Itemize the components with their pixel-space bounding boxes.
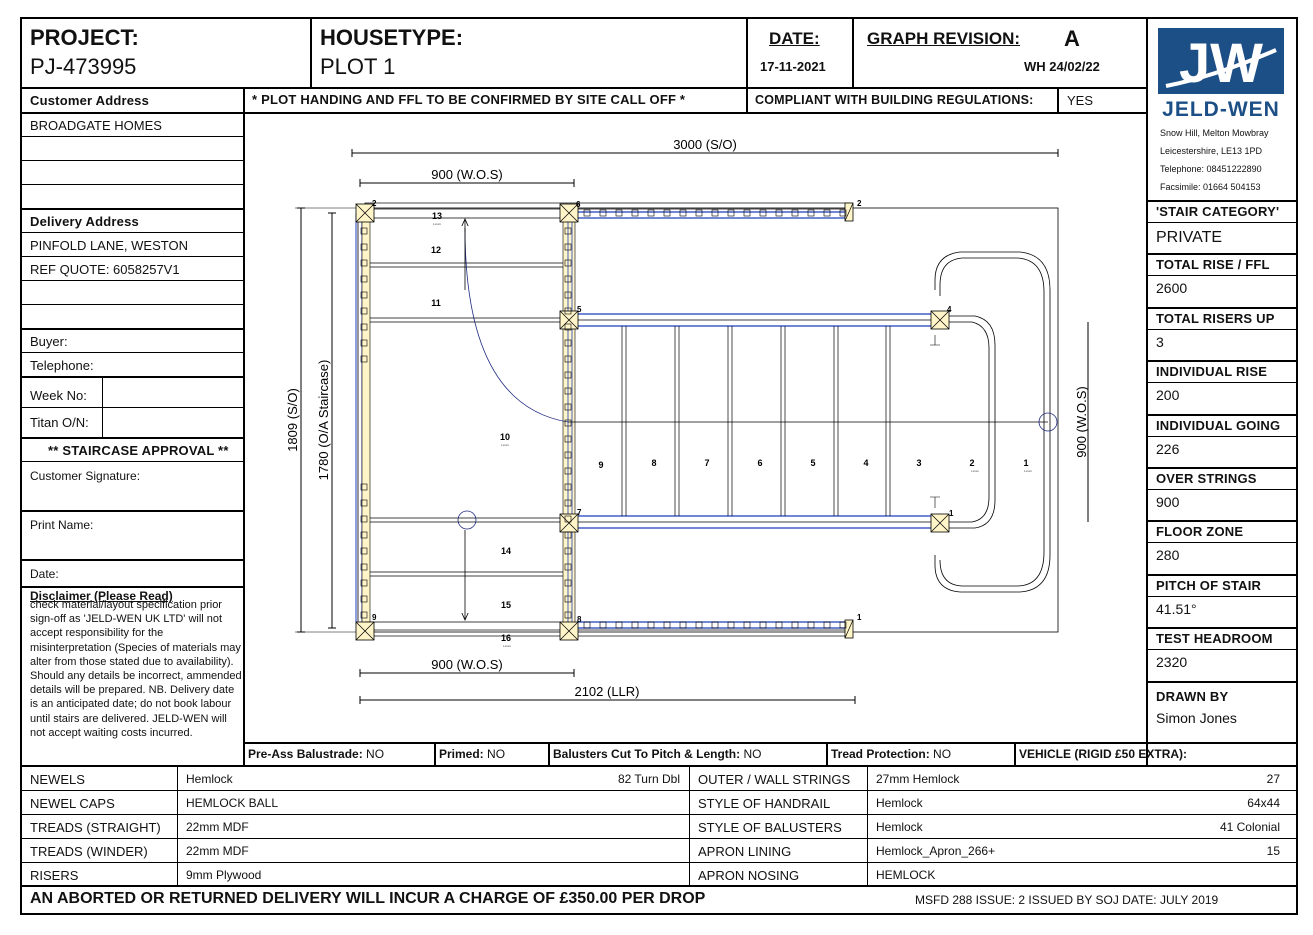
material-value: Hemlock	[876, 820, 923, 834]
baluster	[712, 210, 718, 216]
material-label: OUTER / WALL STRINGS	[698, 772, 851, 787]
material-value: 22mm MDF	[186, 844, 249, 858]
spec-row-line	[1147, 627, 1298, 629]
baluster	[792, 210, 798, 216]
jeld-wen-logo-mark	[1156, 26, 1286, 122]
tread-number: 4	[863, 458, 869, 468]
dim-left-so: 1809 (S/O)	[285, 388, 300, 452]
spec-mid-line	[1147, 382, 1298, 383]
baluster	[776, 622, 782, 628]
telephone-label: Telephone:	[30, 358, 94, 373]
material-label: NEWEL CAPS	[30, 796, 115, 811]
header-divider	[852, 18, 854, 88]
dim-top-overall: 3000 (S/O)	[673, 137, 737, 152]
baluster	[680, 622, 686, 628]
customer-signature-label: Customer Signature:	[30, 469, 141, 483]
spec-row-line	[1147, 520, 1298, 522]
spec-value: 2320	[1156, 654, 1188, 670]
staircase-plan-drawing	[245, 113, 1145, 742]
baluster	[760, 622, 766, 628]
logo-divider	[1146, 18, 1148, 765]
baluster	[584, 210, 590, 216]
compliance-label: COMPLIANT WITH BUILDING REGULATIONS:	[755, 93, 1034, 107]
options-top-line	[244, 742, 1298, 744]
tread-number: 6	[757, 458, 763, 468]
tread-note: Lxxxx	[1024, 469, 1032, 473]
material-value: 22mm MDF	[186, 820, 249, 834]
newel-number: 1	[857, 613, 862, 622]
tread-number: 13	[431, 211, 443, 221]
bottom-handrail	[365, 622, 850, 636]
dim-right-wos: 900 (W.O.S)	[1074, 386, 1089, 458]
balusters	[361, 210, 846, 628]
spec-row-line	[1147, 200, 1298, 202]
baluster	[824, 622, 830, 628]
baluster	[680, 210, 686, 216]
baluster	[744, 210, 750, 216]
material-extra: 64x44	[1247, 796, 1280, 810]
spec-label: 'STAIR CATEGORY'	[1156, 204, 1280, 219]
spec-row-line	[1147, 360, 1298, 362]
tread-number: 3	[916, 458, 922, 468]
jeld-wen-logo	[1156, 26, 1286, 122]
spec-mid-line	[1147, 329, 1298, 330]
baluster	[776, 210, 782, 216]
spec-value: 41.51°	[1156, 601, 1197, 617]
material-label: APRON LINING	[698, 844, 792, 859]
date-field-label: Date:	[30, 567, 59, 581]
spec-value: 2600	[1156, 280, 1188, 296]
spec-value: PRIVATE	[1156, 229, 1223, 246]
tread-number: 7	[704, 458, 710, 468]
option-balusters-cut: Balusters Cut To Pitch & Length: NO	[553, 747, 762, 761]
print-name-label: Print Name:	[30, 518, 94, 532]
disclaimer-title: Disclaimer (Please Read)	[30, 589, 173, 603]
material-label: NEWELS	[30, 772, 85, 787]
material-extra: 41 Colonial	[1219, 820, 1280, 834]
newel-number: 5	[577, 305, 582, 314]
baluster	[808, 210, 814, 216]
materials-row-line	[21, 862, 1298, 863]
housetype-label: HOUSETYPE:	[320, 25, 464, 50]
spec-value: 226	[1156, 441, 1180, 457]
newel-number: 2	[857, 199, 862, 208]
option-primed: Primed: NO	[439, 747, 506, 761]
material-label: RISERS	[30, 868, 79, 883]
spec-label: PITCH OF STAIR	[1156, 578, 1262, 593]
tread-number: 11	[431, 298, 441, 308]
newel-number: 9	[372, 613, 377, 622]
spec-mid-line	[1147, 275, 1298, 276]
baluster	[808, 622, 814, 628]
spec-mid-line	[1147, 489, 1298, 490]
tread-notes	[430, 222, 1032, 648]
materials-row-line	[21, 790, 1298, 791]
material-extra: 27	[1266, 772, 1280, 786]
tread-number: 10	[499, 432, 511, 442]
date-value: 17-11-2021	[760, 59, 826, 74]
baluster	[664, 210, 670, 216]
baluster	[728, 622, 734, 628]
tread-note: Lxxxx	[501, 443, 509, 447]
spec-label: INDIVIDUAL GOING	[1156, 418, 1281, 433]
spec-label: FLOOR ZONE	[1156, 524, 1244, 539]
spec-row-line	[1147, 414, 1298, 416]
walkline-start	[458, 511, 476, 529]
graph-revision-value: A	[1064, 26, 1080, 51]
materials-top-line	[21, 765, 1298, 767]
newel-number: 8	[577, 615, 582, 624]
option-pre-ass-balustrade: Pre-Ass Balustrade: NO	[248, 747, 385, 761]
material-label: TREADS (WINDER)	[30, 844, 148, 859]
customer-address-line-1: BROADGATE HOMES	[30, 118, 162, 133]
baluster	[600, 210, 606, 216]
header-bottom-line	[21, 87, 1148, 89]
plot-handing-note: * PLOT HANDING AND FFL TO BE CONFIRMED BY SITE CALL OFF *	[252, 92, 686, 107]
aborted-delivery-warning: AN ABORTED OR RETURNED DELIVERY WILL INCUR A CHARGE OF £350.00 PER DROP	[30, 890, 706, 907]
spec-mid-line	[1147, 596, 1298, 597]
baluster	[664, 622, 670, 628]
material-label: STYLE OF BALUSTERS	[698, 820, 842, 835]
baluster	[824, 210, 830, 216]
dimension-lines	[295, 153, 1088, 700]
material-value: Hemlock	[186, 772, 233, 786]
dim-top-left: 900 (W.O.S)	[431, 167, 503, 182]
tread-number: 2	[969, 458, 975, 468]
spec-mid-line	[1147, 649, 1298, 650]
delivery-address-line-1: PINFOLD LANE, WESTON	[30, 238, 188, 253]
disclaimer-text: check material/layout specification prior sign-off as 'JELD-WEN UK LTD' will not accept responsibility for the misinterpretation (Species of materials may alter from those stated due to availability). Should any details be incorrect, ammended details will be prepared. NB. Delivery date is an anticipated date; do not book labour until stairs are delivered. JELD-WEN will not accept waiting costs incurred.	[30, 599, 242, 739]
logo-brand: JELD-WEN	[1162, 98, 1280, 121]
date-label: DATE:	[769, 29, 820, 48]
baluster	[696, 210, 702, 216]
spec-label: TOTAL RISE / FFL	[1156, 257, 1270, 272]
tread-number: 15	[500, 600, 512, 610]
spec-label: OVER STRINGS	[1156, 471, 1257, 486]
tread-numbers	[431, 211, 1029, 643]
spec-mid-line	[1147, 542, 1298, 543]
logo-address-line: Telephone: 08451222890	[1160, 164, 1262, 174]
material-extra: 82 Turn Dbl	[617, 772, 680, 786]
walkline-arc	[465, 228, 568, 422]
newel-number: 4	[947, 305, 952, 314]
baluster	[792, 622, 798, 628]
spec-label: TOTAL RISERS UP	[1156, 311, 1275, 326]
material-label: STYLE OF HANDRAIL	[698, 796, 831, 811]
tread-number: 1	[1023, 458, 1029, 468]
revision-note: WH 24/02/22	[1024, 59, 1100, 74]
spec-row-line	[1147, 574, 1298, 576]
baluster	[648, 622, 654, 628]
banner-divider	[1057, 88, 1059, 113]
customer-address-label: Customer Address	[30, 93, 150, 108]
dim-bottom-left: 900 (W.O.S)	[431, 657, 503, 672]
compliance-value: YES	[1067, 93, 1094, 108]
spec-label: TEST HEADROOM	[1156, 631, 1273, 646]
baluster	[584, 622, 590, 628]
spec-mid-line	[1147, 222, 1298, 223]
spec-value: 900	[1156, 494, 1180, 510]
spec-value: 200	[1156, 387, 1180, 403]
newel-number: 6	[576, 200, 581, 209]
header-divider	[310, 18, 312, 88]
spec-row-line	[1147, 681, 1298, 683]
spec-row-line	[1147, 467, 1298, 469]
option-tread-protection: Tread Protection: NO	[831, 747, 952, 761]
dim-left-oa: 1780 (O/A Staircase)	[316, 359, 331, 481]
spec-label: INDIVIDUAL RISE	[1156, 364, 1268, 379]
left-strings	[356, 214, 575, 624]
week-no-label: Week No:	[30, 388, 87, 403]
baluster	[696, 622, 702, 628]
spec-row-line	[1147, 307, 1298, 309]
materials-row-line	[21, 838, 1298, 839]
baluster	[616, 622, 622, 628]
logo-letters: JW	[1179, 31, 1263, 94]
footer-top-line	[21, 885, 1298, 887]
spec-mid-line	[1147, 436, 1298, 437]
tread-number: 16	[500, 633, 512, 643]
delivery-address-label: Delivery Address	[30, 214, 139, 229]
material-value: HEMLOCK	[876, 868, 936, 882]
material-extra: 15	[1266, 844, 1280, 858]
project-label: PROJECT:	[30, 25, 139, 50]
material-value: Hemlock_Apron_266+	[876, 844, 996, 858]
housetype-value: PLOT 1	[320, 54, 396, 79]
tread-number: 8	[651, 458, 657, 468]
material-value: 27mm Hemlock	[876, 772, 960, 786]
tread-number: 12	[430, 245, 442, 255]
baluster	[632, 622, 638, 628]
newel-posts	[356, 203, 949, 640]
tread-note: Lxxxx	[433, 222, 441, 226]
baluster	[744, 622, 750, 628]
dim-bottom-llr: 2102 (LLR)	[574, 684, 640, 699]
tread-number: 14	[500, 546, 512, 556]
baluster	[616, 210, 622, 216]
baluster	[632, 210, 638, 216]
logo-address-line: Facsimile: 01664 504153	[1160, 182, 1261, 192]
spec-row-line	[1147, 253, 1298, 255]
newel-number: 1	[949, 509, 954, 518]
issue-note: MSFD 288 ISSUE: 2 ISSUED BY SOJ DATE: JULY 2019	[915, 893, 1219, 907]
tread-number: 9	[598, 460, 604, 470]
materials-row-line	[21, 814, 1298, 815]
tread-number: 5	[810, 458, 816, 468]
buyer-label: Buyer:	[30, 334, 68, 349]
titan-label: Titan O/N:	[30, 415, 89, 430]
option-vehicle: VEHICLE (RIGID £50 EXTRA):	[1019, 747, 1188, 761]
newel-number: 7	[577, 508, 582, 517]
spec-value: Simon Jones	[1156, 710, 1237, 726]
baluster	[728, 210, 734, 216]
project-value: PJ-473995	[30, 54, 137, 79]
newel-number: 2	[372, 199, 377, 208]
material-value: Hemlock	[876, 796, 923, 810]
staircase-approval-heading: ** STAIRCASE APPROVAL **	[48, 443, 229, 458]
spec-label: DRAWN BY	[1156, 689, 1229, 704]
header-divider	[746, 18, 748, 113]
material-label: TREADS (STRAIGHT)	[30, 820, 161, 835]
baluster	[648, 210, 654, 216]
tread-note: Lxxxx	[503, 644, 511, 648]
delivery-address-line-2: REF QUOTE: 6058257V1	[30, 262, 180, 277]
spec-value: 3	[1156, 334, 1164, 350]
logo-address-line: Snow Hill, Melton Mowbray	[1160, 128, 1269, 138]
baluster	[600, 622, 606, 628]
graph-revision-label: GRAPH REVISION:	[867, 29, 1021, 48]
flight-strings	[578, 314, 935, 528]
baluster	[712, 622, 718, 628]
material-value: HEMLOCK BALL	[186, 796, 279, 810]
tread-note: Lxxxx	[971, 469, 979, 473]
logo-address-line: Leicestershire, LE13 1PD	[1160, 146, 1263, 156]
baluster	[760, 210, 766, 216]
material-label: APRON NOSING	[698, 868, 800, 883]
stairwell-opening	[358, 208, 1058, 632]
spec-value: 280	[1156, 547, 1180, 563]
flight-treads	[568, 326, 1048, 516]
material-value: 9mm Plywood	[186, 868, 262, 882]
